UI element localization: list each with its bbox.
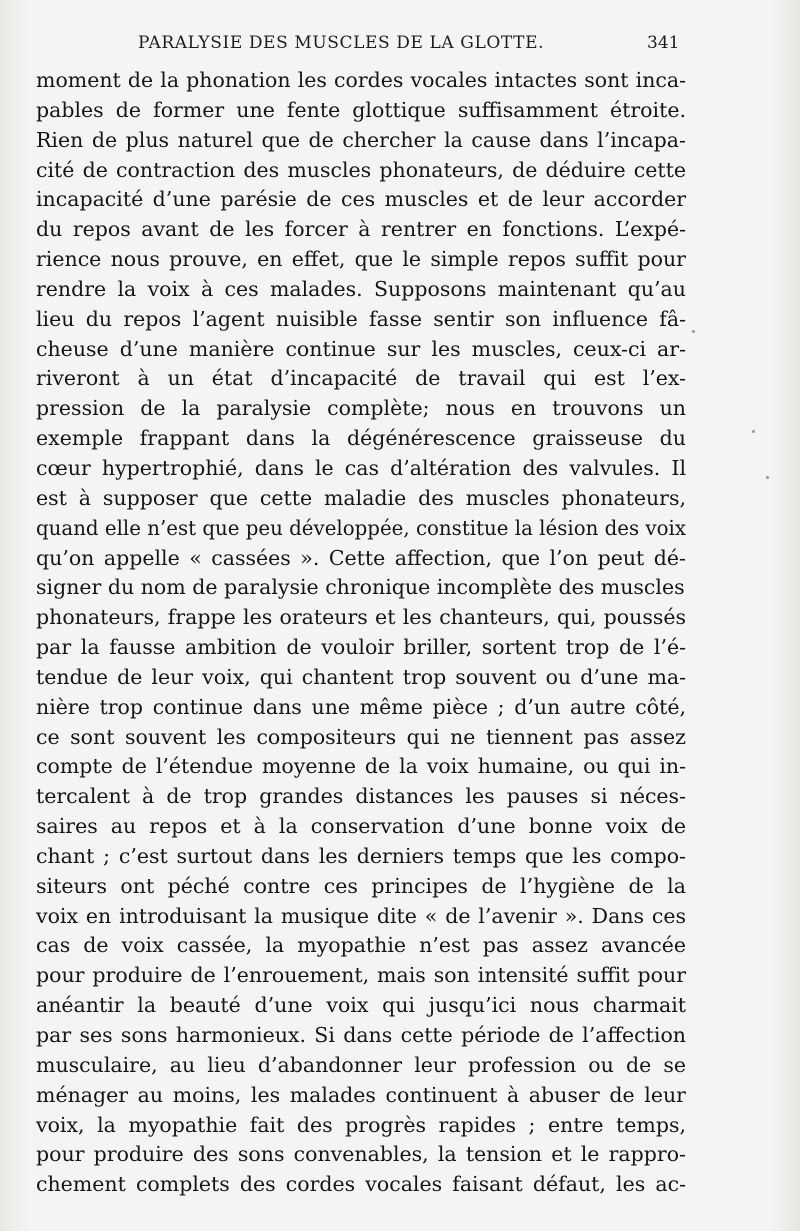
text-line: par la fausse ambition de vouloir briller, sortent trop de l’é- [36, 635, 687, 660]
text-line: cité de contraction des muscles phonateurs, de déduire cette [36, 157, 687, 182]
text-line: qu’on appelle « cassées ». Cette affection, que l’on peut dé- [36, 545, 686, 570]
text-line: quand elle n’est que peu développée, constitue la lésion des voix [36, 515, 687, 540]
text-line: pour produire de l’enrouement, mais son intensité suffit pour [36, 963, 686, 988]
text-line: est à supposer que cette maladie des muscles phonateurs, [36, 485, 687, 510]
text-line: saires au repos et à la conservation d’une bonne voix de [36, 814, 687, 839]
text-line: musculaire, au lieu d’abandonner leur profession ou de se [36, 1052, 686, 1077]
text-line: signer du nom de paralysie chronique incomplète des muscles [36, 575, 685, 600]
text-line: anéantir la beauté d’une voix qui jusqu’ici nous charmait [36, 993, 687, 1018]
text-line: voix, la myopathie fait des progrès rapides ; entre temps, [36, 1112, 686, 1137]
page-number: 341 [647, 33, 680, 53]
text-line: du repos avant de les forcer à rentrer en fonctions. L’expé- [36, 217, 687, 242]
running-title: PARALYSIE DES MUSCLES DE LA GLOTTE. [138, 33, 545, 53]
text-line: tercalent à de trop grandes distances les pauses si néces- [36, 784, 687, 809]
text-line: lieu du repos l’agent nuisible fasse sentir son influence fâ- [36, 306, 687, 331]
speck-mark [766, 476, 769, 479]
text-line: Rien de plus naturel que de chercher la cause dans l’incapa- [36, 127, 686, 152]
text-line: incapacité d’une parésie de ces muscles et de leur accorder [36, 187, 687, 212]
text-line: tendue de leur voix, qui chantent trop souvent ou d’une ma- [36, 664, 687, 689]
text-line: par ses sons harmonieux. Si dans cette période de l’affection [36, 1023, 686, 1047]
text-line: riveront à un état d’incapacité de travail qui est l’ex- [36, 366, 687, 391]
speck-mark [692, 330, 695, 333]
text-line: exemple frappant dans la dégénérescence graisseuse du [36, 426, 686, 451]
text-line: compte de l’étendue moyenne de la voix humaine, ou qui in- [36, 754, 687, 779]
text-line: pour produire des sons convenables, la tension et le rappro- [36, 1142, 686, 1167]
text-line: chant ; c’est surtout dans les derniers temps que les compo- [36, 843, 686, 868]
text-line: moment de la phonation les cordes vocales intactes sont inca- [36, 68, 687, 92]
text-line: rience nous prouve, en effet, que le simple repos suffit pour [36, 247, 686, 272]
text-line: chement complets des cordes vocales faisant défaut, les ac- [36, 1172, 687, 1197]
text-line: voix en introduisant la musique dite « de l’avenir ». Dans ces [36, 903, 687, 928]
body-text [36, 66, 686, 1200]
speck-mark [752, 430, 755, 433]
text-line: ménager au moins, les malades continuent à abuser de leur [36, 1082, 686, 1107]
text-line: ce sont souvent les compositeurs qui ne tiennent pas assez [36, 724, 686, 749]
text-line: cœur hypertrophié, dans le cas d’altération des valvules. Il [36, 455, 687, 480]
text-line: pables de former une fente glottique suffisamment étroite. [36, 97, 686, 122]
page-header [138, 33, 738, 59]
text-line: phonateurs, frappe les orateurs et les chanteurs, qui, poussés [36, 605, 687, 630]
text-line: siteurs ont péché contre ces principes de l’hygiène de la [36, 873, 686, 898]
text-line: nière trop continue dans une même pièce ; d’un autre côté, [36, 694, 686, 719]
text-line: pression de la paralysie complète; nous en trouvons un [36, 396, 686, 421]
text-line: cas de voix cassée, la myopathie n’est pas assez avancée [36, 933, 686, 958]
text-line: rendre la voix à ces malades. Supposons maintenant qu’au [36, 276, 686, 301]
text-line: cheuse d’une manière continue sur les muscles, ceux-ci ar- [36, 336, 687, 361]
